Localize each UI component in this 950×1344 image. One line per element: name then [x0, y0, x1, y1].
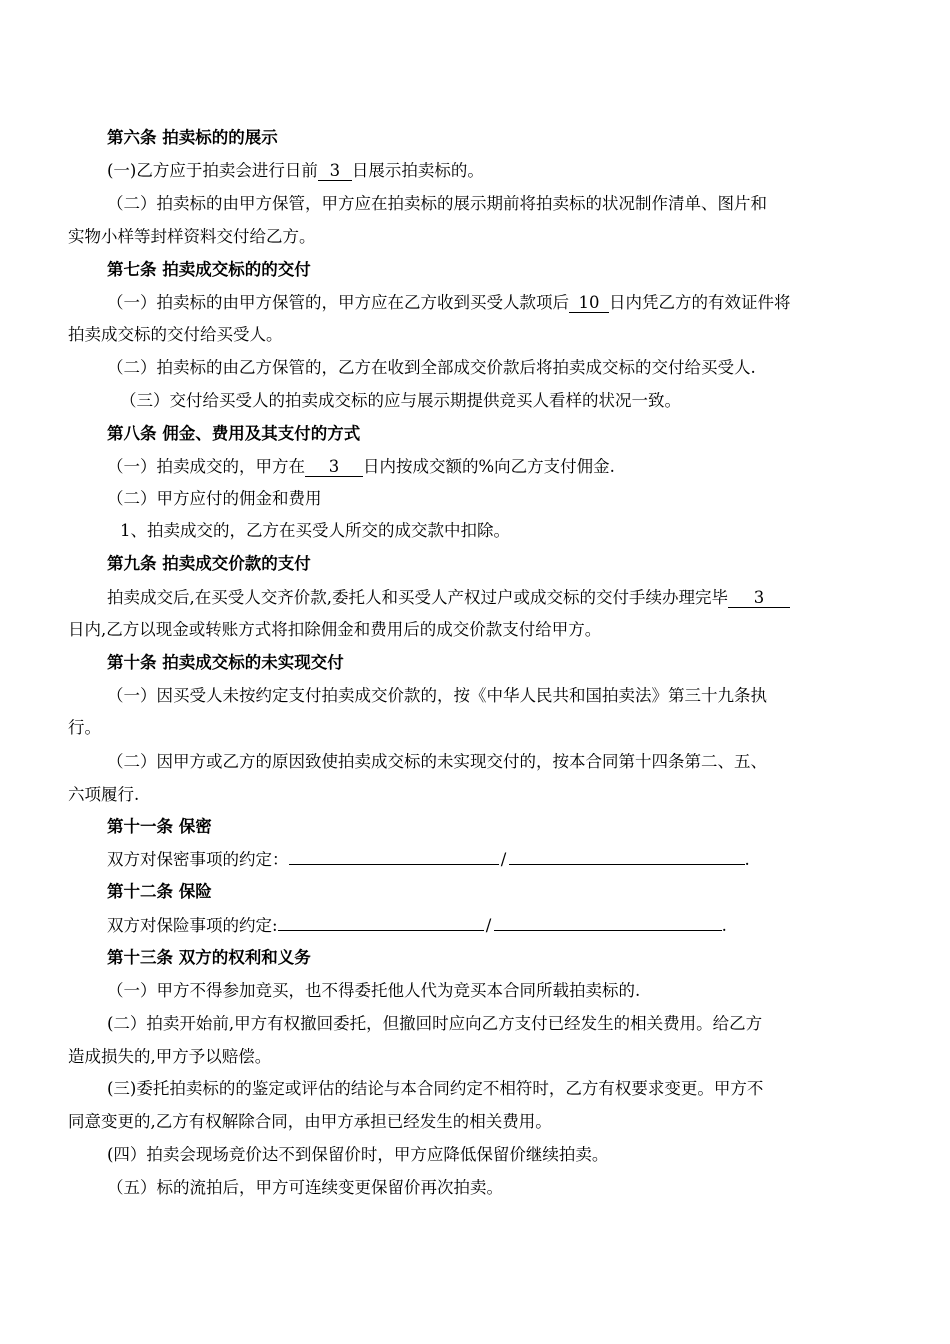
article-13-item-2-line-2: 造成损失的,甲方予以赔偿。 — [68, 1047, 272, 1066]
text-segment: 日内按成交额的%向乙方支付佣金. — [363, 457, 615, 476]
text-segment: 日内凭乙方的有效证件将 — [609, 293, 791, 312]
article-10-item-2-line-1: （二）因甲方或乙方的原因致使拍卖成交标的未实现交付的，按本合同第十四条第二、五、 — [107, 752, 767, 771]
article-8-heading: 第八条 佣金、费用及其支付的方式 — [107, 424, 361, 443]
article-13-item-5: （五）标的流拍后，甲方可连续变更保留价再次拍卖。 — [107, 1178, 503, 1197]
article-13-item-4: (四）拍卖会现场竞价达不到保留价时，甲方应降低保留价继续拍卖。 — [107, 1145, 609, 1164]
article-10-item-1-line-2: 行。 — [68, 718, 101, 737]
article-6-item-2-line-2: 实物小样等封样资料交付给乙方。 — [68, 227, 316, 246]
slash-separator: / — [500, 850, 507, 869]
article-13-item-1: （一）甲方不得参加竞买，也不得委托他人代为竞买本合同所载拍卖标的. — [107, 981, 641, 1000]
text-segment: （一）拍卖成交的，甲方在 — [107, 457, 305, 476]
article-7-item-1-line-1 — [107, 292, 791, 314]
article-9-heading: 第九条 拍卖成交价款的支付 — [107, 554, 311, 573]
article-13-item-3-line-1: (三)委托拍卖标的的鉴定或评估的结论与本合同约定不相符时，乙方有权要求变更。甲方不 — [107, 1079, 764, 1098]
text-segment: （一）拍卖标的由甲方保管的，甲方应在乙方收到买受人款项后 — [107, 293, 569, 312]
article-11-heading: 第十一条 保密 — [107, 817, 212, 836]
article-12-heading: 第十二条 保险 — [107, 882, 212, 901]
article-10-heading: 第十条 拍卖成交标的未实现交付 — [107, 653, 344, 672]
article-10-item-1-line-1: （一）因买受人未按约定支付拍卖成交价款的，按《中华人民共和国拍卖法》第三十九条执 — [107, 686, 767, 705]
article-8-item-1 — [107, 456, 615, 478]
text-segment: . — [721, 916, 727, 935]
article-13-item-2-line-1: (二）拍卖开始前,甲方有权撤回委托，但撤回时应向乙方支付已经发生的相关费用。给乙方 — [107, 1014, 763, 1033]
text-segment: 双方对保密事项的约定： — [107, 850, 289, 869]
text-segment: 日展示拍卖标的。 — [351, 161, 484, 180]
article-13-heading: 第十三条 双方的权利和义务 — [107, 948, 311, 967]
article-7-item-1-line-2: 拍卖成交标的交付给买受人。 — [68, 325, 283, 344]
blank-field — [278, 930, 484, 931]
days-field: 10 — [569, 294, 609, 313]
article-13-item-3-line-2: 同意变更的,乙方有权解除合同，由甲方承担已经发生的相关费用。 — [68, 1112, 552, 1131]
blank-field — [494, 930, 722, 931]
article-9-line-2: 日内,乙方以现金或转账方式将扣除佣金和费用后的成交价款支付给甲方。 — [68, 620, 602, 639]
blank-field — [289, 864, 499, 865]
text-segment: 拍卖成交后,在买受人交齐价款,委托人和买受人产权过户或成交标的交付手续办理完毕 — [107, 588, 728, 607]
article-7-item-3: （三）交付给买受人的拍卖成交标的应与展示期提供竞买人看样的状况一致。 — [120, 391, 681, 410]
article-11-line — [107, 849, 750, 871]
article-9-line-1 — [107, 587, 790, 609]
article-12-line — [107, 915, 727, 937]
blank-field — [509, 864, 745, 865]
text-segment: 双方对保险事项的约定: — [107, 916, 278, 935]
days-field: 3 — [305, 458, 363, 477]
article-7-heading: 第七条 拍卖成交标的的交付 — [107, 260, 311, 279]
days-field: 3 — [318, 162, 352, 181]
slash-separator: / — [485, 916, 492, 935]
article-8-item-2-sub-1: 1、拍卖成交的，乙方在买受人所交的成交款中扣除。 — [120, 521, 510, 540]
article-8-item-2: （二）甲方应付的佣金和费用 — [107, 489, 322, 508]
article-10-item-2-line-2: 六项履行. — [68, 785, 140, 804]
article-6-heading: 第六条 拍卖标的的展示 — [107, 128, 278, 147]
article-7-item-2: （二）拍卖标的由乙方保管的，乙方在收到全部成交价款后将拍卖成交标的交付给买受人. — [107, 358, 756, 377]
text-segment: (一)乙方应于拍卖会进行日前 — [107, 161, 318, 180]
text-segment: . — [744, 850, 750, 869]
article-6-item-1 — [107, 160, 484, 182]
days-field: 3 — [728, 589, 790, 608]
article-6-item-2-line-1: （二）拍卖标的由甲方保管，甲方应在拍卖标的展示期前将拍卖标的状况制作清单、图片和 — [107, 194, 767, 213]
